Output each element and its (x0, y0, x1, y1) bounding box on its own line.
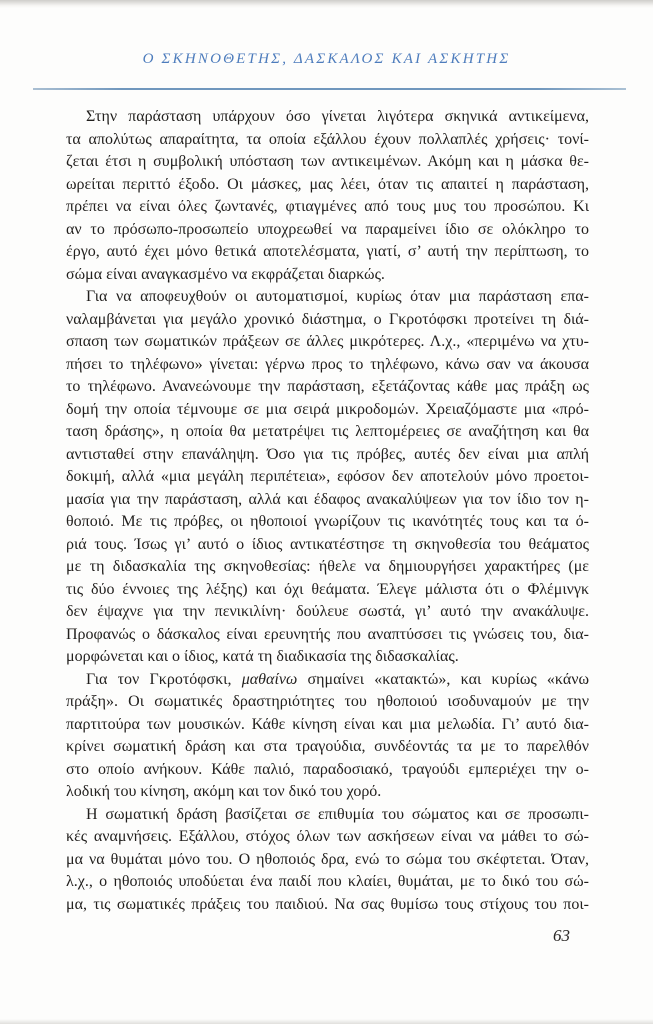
page-number: 63 (553, 926, 570, 945)
text-line: μα να θυμάται μόνο του. Ο ηθοποιός δρα, ενώ το σώμα του σκέφτεται. Όταν, (66, 850, 589, 868)
text-line: Για τον Γκροτόφσκι, μαθαίνω σημαίνει «κατακτώ», και κυρίως «κάνω (86, 670, 589, 688)
text-line: αντισταθεί στην επανάληψη. Όσο για τις πρόβες, αυτές δεν είναι μια απλή (66, 445, 589, 463)
text-line: σώμα είναι αναγκασμένο να εκφράζεται διαρκώς. (66, 265, 385, 283)
text-line: έργο, αυτό έχει μόνο θετικά αποτελέσματα, γιατί, σ’ αυτή την περίπτωση, το (66, 243, 589, 260)
text-line: δεν έψαχνε για την πενικιλίνη· δούλευε σωστά, γι’ αυτό την ανακάλυψε. (66, 603, 589, 620)
text-line: τα απολύτως απαραίτητα, τα οποία εξάλλου έχουν πολλαπλές χρήσεις· τονί- (66, 130, 589, 148)
header-rule (33, 88, 626, 90)
text-line: Στην παράσταση υπάρχουν όσο γίνεται λιγότερα σκηνικά αντικείμενα, (86, 108, 589, 125)
text-line: λοδική του κίνηση, ακόμη και τον δικό του χορό. (66, 783, 382, 800)
text-line: μασία για την παράσταση, αλλά και έδαφος ανακαλύψεων για τον ίδιο τον η- (66, 490, 589, 508)
text-line: με τη διδασκαλία της σκηνοθεσίας: ήθελε να δημιουργήσει χαρακτήρες (με (66, 558, 589, 575)
text-line: στο οποίο ανήκουν. Κάθε παλιό, παραδοσιακό, τραγούδι εμπεριέχει την ο- (66, 760, 589, 778)
running-header: Ο ΣΚΗΝΟΘΕΤΗΣ, ΔΑΣΚΑΛΟΣ ΚΑΙ ΑΣΚΗΤΗΣ (142, 51, 511, 67)
text-line: ζεται έτσι η συμβολική υπόσταση των αντικειμένων. Ακόμη και η μάσκα θε- (66, 153, 589, 170)
text-line: τις δύο έννοιες της λέξης) και όχι θεάματα. Έλεγε μάλιστα ότι ο Φλέμινγκ (66, 580, 589, 598)
text-line: μα, τις σωματικές πράξεις του παιδιού. Να σας θυμίσω τους στίχους του ποι- (66, 895, 589, 913)
paragraph (66, 286, 589, 669)
text-block (66, 106, 589, 916)
emphasized-word: μαθαίνω (241, 670, 298, 688)
text-line: μορφώνεται και ο ίδιος, κατά τη διαδικασία της διδασκαλίας. (66, 648, 459, 665)
text-line: κρίνει σωματική δράση και στα τραγούδια, συνδέοντάς τα με το παρελθόν (66, 738, 589, 755)
text-line: δομή την οποία τέμνουμε σε μια σειρά μικροδομών. Χρειαζόμαστε μια «πρό- (66, 400, 589, 418)
text-line: αν το πρόσωπο-προσωπείο υποχρεωθεί να παραμείνει ίδιο σε ολόκληρο το (66, 220, 589, 238)
text-line: πράξη». Οι σωματικές δραστηριότητες του ηθοποιού ισοδυναμούν με την (66, 693, 589, 710)
text-line: κές αναμνήσεις. Εξάλλου, στόχος όλων των ασκήσεων είναι να μάθει το σώ- (66, 828, 589, 845)
text-line: λ.χ., ο ηθοποιός υποδύεται ένα παιδί που κλαίει, θυμάται, με το δικό του σώ- (66, 873, 589, 890)
paragraph (66, 804, 589, 917)
text-line: παρτιτούρα των μουσικών. Κάθε κίνηση είναι και μια μελωδία. Γι’ αυτό δια- (66, 715, 589, 733)
text-line: δοκιμή, αλλά «μια μεγάλη περιπέτεια», εφόσον δεν αποτελούν μόνο προετοι- (66, 468, 589, 485)
paragraph (66, 669, 589, 804)
text-line: σπαση των σωματικών πράξεων σε άλλες μικρότερες. Λ.χ., «περιμένω να χτυ- (66, 333, 589, 350)
text-line: ωρείται περιττό έξοδο. Οι μάσκες, μας λέει, όταν τις απαιτεί η παράσταση, (66, 175, 589, 193)
text-line: Για να αποφευχθούν οι αυτοματισμοί, κυρίως όταν μια παράσταση επα- (86, 288, 589, 305)
text-line: πήσει το τηλέφωνο» γίνεται: γέρνω προς το τηλέφωνο, κάνω σαν να άκουσα (66, 355, 589, 373)
text-line: θοποιό. Με τις πρόβες, οι ηθοποιοί γνωρίζουν τις ικανότητές τους και τα ό- (66, 513, 589, 530)
text-line: το τηλέφωνο. Ανανεώνουμε την παράσταση, εξετάζοντας κάθε μας πράξη ως (66, 378, 589, 395)
text-line: ναλαμβάνεται για μεγάλο χρονικό διάστημα, ο Γκροτόφσκι προτείνει τη διά- (66, 310, 589, 328)
scan-edge-top (0, 0, 653, 8)
text-line: πρέπει να είναι όλες ζωντανές, φτιαγμένες από τους μυς του προσώπου. Κι (66, 198, 589, 215)
scan-edge-bottom (0, 1019, 653, 1024)
text-line: Προφανώς ο δάσκαλος είναι ερευνητής που αναπτύσσει τις γνώσεις του, δια- (66, 625, 589, 643)
text-line: Η σωματική δράση βασίζεται σε επιθυμία του σώματος και σε προσωπι- (86, 805, 589, 823)
text-line: ταση δράσης», η οποία θα μετατρέψει τις λεπτομέρειες σε αναζήτηση και θα (66, 423, 589, 440)
text-line: ριά τους. Ίσως γι’ αυτό ο ίδιος αντικατέστησε τη σκηνοθεσία του θεάματος (66, 535, 589, 553)
paragraph (66, 106, 589, 286)
